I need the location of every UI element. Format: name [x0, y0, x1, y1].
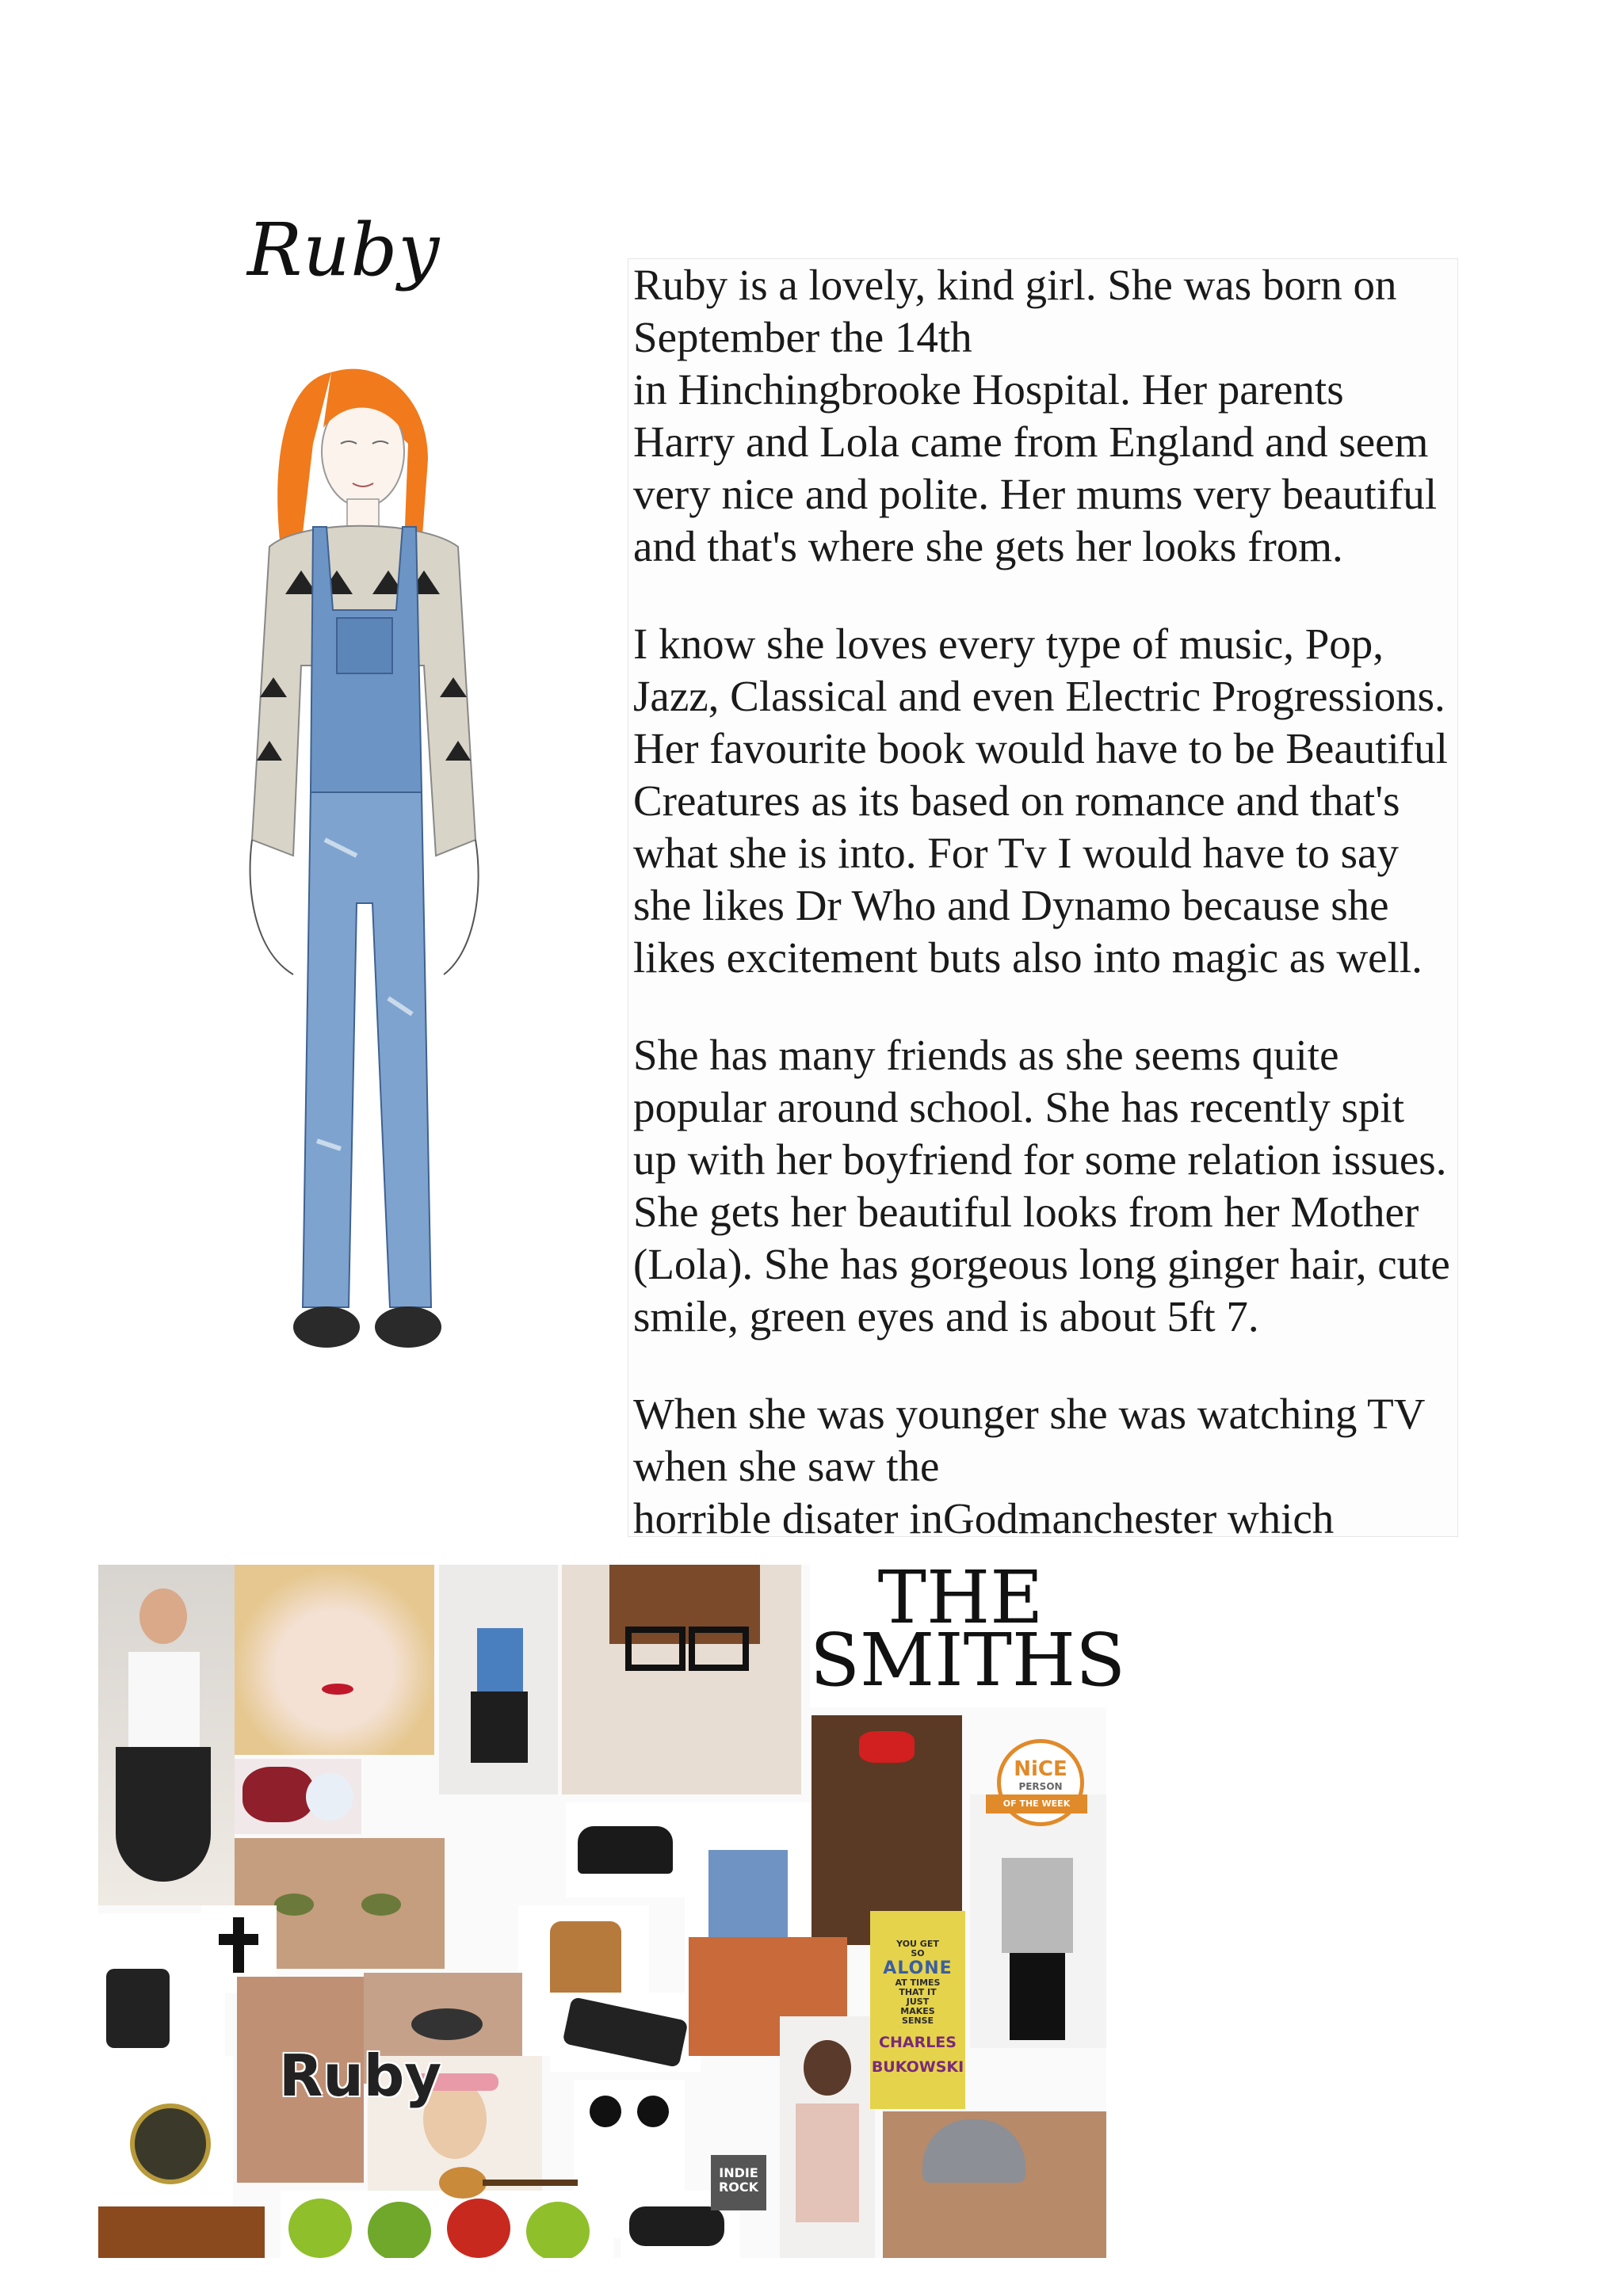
denim-shirt-model-photo — [439, 1565, 558, 1794]
bio-paragraph — [633, 618, 1457, 984]
book-line: YOU GET — [896, 1939, 939, 1949]
bio-line: Her favourite book would have to be Beautiful — [633, 724, 1448, 772]
book-line: SO — [911, 1948, 925, 1958]
bio-line: (Lola). She has gorgeous long ginger hair, cute — [633, 1240, 1450, 1288]
bio-line: popular around school. She has recently spit — [633, 1083, 1404, 1131]
bio-text-box[interactable] — [628, 258, 1458, 1537]
bio-paragraph — [633, 259, 1457, 573]
book-line: THAT IT — [899, 1987, 937, 1997]
bio-line: and that's where she gets her looks from. — [633, 522, 1343, 570]
ruby-collage-label: Ruby — [279, 2042, 442, 2109]
bio-paragraph — [633, 1388, 1457, 1537]
badge-ribbon: OF THE WEEK — [986, 1794, 1087, 1814]
bio-line: She gets her beautiful looks from her Mother — [633, 1188, 1419, 1236]
glasses-girl-photo — [562, 1565, 801, 1794]
the-smiths-logo — [810, 1555, 1126, 1707]
hat-photo — [235, 1759, 361, 1834]
book-author-last: BUKOWSKI — [871, 2058, 964, 2076]
bio-line: horrible disater inGodmanchester which — [633, 1494, 1335, 1537]
brunette-model-photo — [780, 2016, 875, 2258]
bio-line: she likes Dr Who and Dynamo because she — [633, 881, 1389, 929]
bukowski-book-cover — [870, 1911, 965, 2109]
smiths-line-smiths: SMITHS — [810, 1618, 1126, 1703]
bio-line: Ruby is a lovely, kind girl. She was born on — [633, 261, 1397, 309]
indie-line: INDIE — [719, 2165, 758, 2180]
bio-line: when she saw the — [633, 1442, 940, 1490]
book-title-word: ALONE — [883, 1958, 953, 1978]
bio-line: likes excitement buts also into magic as well. — [633, 933, 1423, 982]
bio-line: up with her boyfriend for some relation issues. — [633, 1135, 1447, 1184]
blonde-face-photo — [235, 1565, 434, 1755]
name-title: Ruby — [247, 208, 441, 292]
graphic-top-model-photo — [970, 1794, 1106, 2048]
book-author-first: CHARLES — [879, 2034, 957, 2051]
book-line: SENSE — [901, 2016, 934, 2026]
satchel-bag-photo — [98, 2206, 265, 2258]
bio-line: September the 14th — [633, 313, 972, 361]
rock-line: ROCK — [718, 2180, 759, 2195]
bio-line: Harry and Lola came from England and seem — [633, 418, 1429, 466]
guitar-photo — [439, 2167, 582, 2206]
bio-line: When she was younger she was watching TV — [633, 1390, 1426, 1438]
iphone-photo — [550, 1993, 701, 2072]
bio-paragraph — [633, 1029, 1457, 1343]
bio-line: what she is into. For Tv I would have to say — [633, 829, 1399, 877]
model-photo — [98, 1565, 235, 1905]
bio-line: I know she loves every type of music, Pop, — [633, 620, 1384, 668]
bio-line: Jazz, Classical and even Electric Progressions. — [633, 672, 1445, 720]
badge-sub: PERSON — [1018, 1781, 1063, 1792]
outfit-illustration — [238, 349, 547, 1379]
badge-word: NiCE — [1014, 1757, 1067, 1781]
bio-line: in Hinchingbrooke Hospital. Her parents — [633, 365, 1344, 414]
smiths-line-the: THE — [877, 1555, 1044, 1640]
platform-shoes-photo — [566, 1802, 685, 1897]
book-line: AT TIMES — [895, 1978, 941, 1988]
bio-line: She has many friends as she seems quite — [633, 1031, 1339, 1079]
pendant-necklace-photo — [98, 2056, 233, 2206]
book-line: MAKES — [900, 2006, 935, 2016]
indie-rock-sticker — [711, 2155, 766, 2210]
bio-line: smile, green eyes and is about 5ft 7. — [633, 1292, 1259, 1341]
bio-line: Creatures as its based on romance and that's — [633, 776, 1400, 825]
bio-line: very nice and polite. Her mums very beautiful — [633, 470, 1438, 518]
beanie-girl-photo — [883, 2111, 1106, 2258]
book-line: JUST — [906, 1997, 930, 2007]
